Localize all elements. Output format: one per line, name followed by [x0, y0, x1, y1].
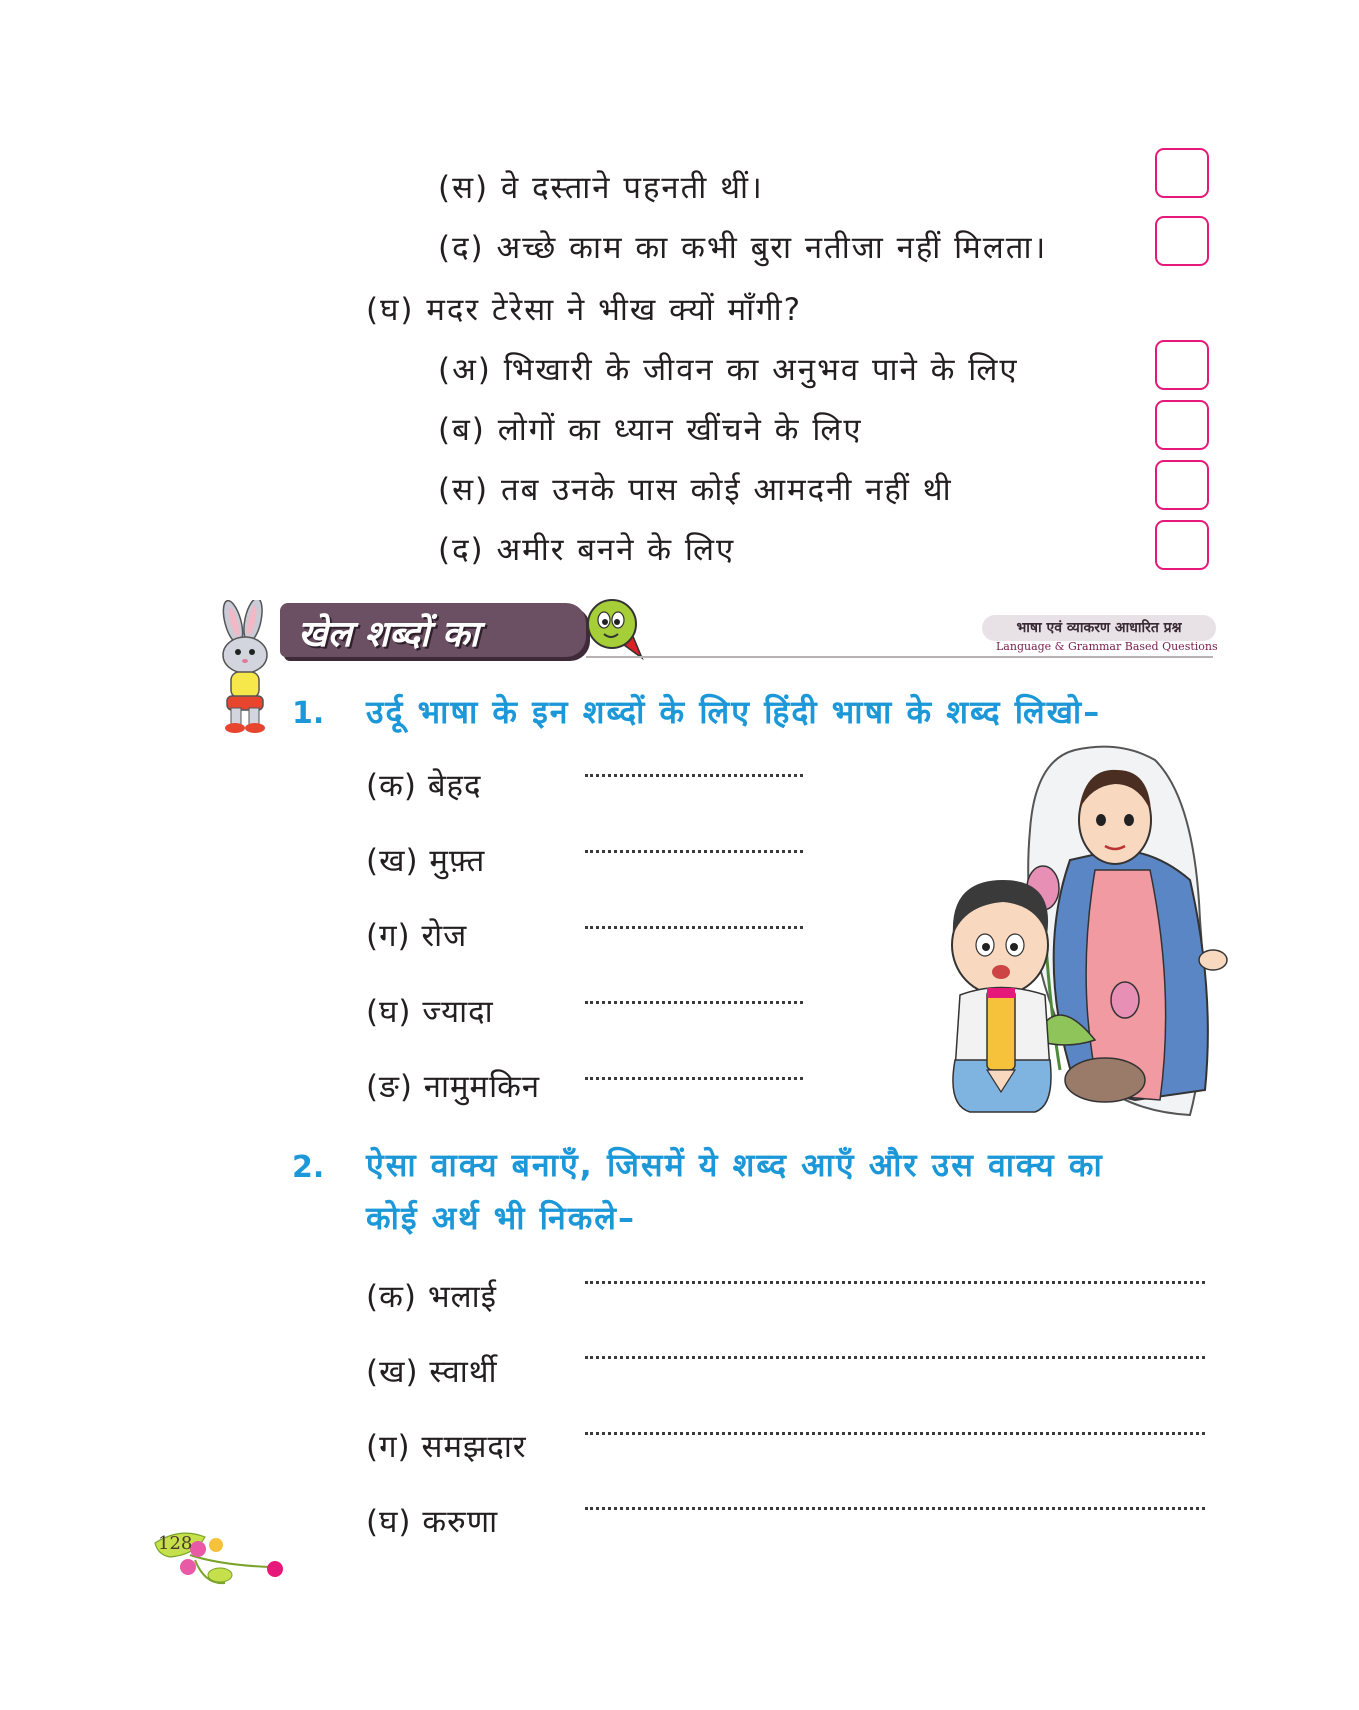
option-a: (अ) भिखारी के जीवन का अनुभव पाने के लिए [438, 352, 1019, 388]
q1-item-ga: (ग) रोज [366, 918, 468, 954]
section-banner [280, 603, 586, 657]
q2-answer-line-gha[interactable] [585, 1507, 1205, 1510]
q1-answer-line-ka[interactable] [585, 774, 803, 777]
q1-answer-line-ga[interactable] [585, 926, 803, 929]
q1-answer-line-kha[interactable] [585, 850, 803, 853]
q1-text: उर्दू भाषा के इन शब्दों के लिए हिंदी भाषा के शब्द लिखो– [366, 693, 1102, 731]
answer-box-a[interactable] [1155, 340, 1209, 390]
q1-answer-line-gha[interactable] [585, 1001, 803, 1004]
q2-answer-line-ka[interactable] [585, 1281, 1205, 1284]
q2-item-ka: (क) भलाई [366, 1279, 497, 1315]
q2-number: 2. [292, 1150, 325, 1185]
q2-item-kha: (ख) स्वार्थी [366, 1354, 498, 1390]
answer-box-s[interactable] [1155, 460, 1209, 510]
q2-answer-line-kha[interactable] [585, 1356, 1205, 1359]
option-d: (द) अमीर बनने के लिए [438, 532, 736, 568]
question-gha: (घ) मदर टेरेसा ने भीख क्यों माँगी? [366, 292, 803, 328]
option-s: (स) तब उनके पास कोई आमदनी नहीं थी [438, 472, 953, 508]
option-da: (द) अच्छे काम का कभी बुरा नतीजा नहीं मिलता। [438, 230, 1048, 266]
option-sa: (स) वे दस्ताने पहनती थीं। [438, 170, 764, 206]
answer-box-sa[interactable] [1155, 148, 1209, 198]
option-b: (ब) लोगों का ध्यान खींचने के लिए [438, 412, 863, 448]
q1-item-ka: (क) बेहद [366, 768, 482, 804]
q2-item-gha: (घ) करुणा [366, 1504, 499, 1540]
section-tag-english: Language & Grammar Based Questions [996, 640, 1218, 653]
q2-item-ga: (ग) समझदार [366, 1429, 527, 1465]
answer-box-b[interactable] [1155, 400, 1209, 450]
page-number: 128 [158, 1533, 193, 1554]
q2-answer-line-ga[interactable] [585, 1432, 1205, 1435]
q1-item-gha: (घ) ज्यादा [366, 994, 494, 1030]
q2-text-line2: कोई अर्थ भी निकले– [366, 1199, 636, 1237]
q2-text-line1: ऐसा वाक्य बनाएँ, जिसमें ये शब्द आएँ और उस वाक्य का [366, 1146, 1104, 1184]
pencil-mascot-icon [580, 592, 650, 662]
q1-item-nga: (ङ) नामुमकिन [366, 1069, 541, 1105]
answer-box-da[interactable] [1155, 216, 1209, 266]
answer-box-d[interactable] [1155, 520, 1209, 570]
section-title: खेल शब्दों का [298, 614, 479, 655]
q1-answer-line-nga[interactable] [585, 1077, 803, 1080]
mother-teresa-and-child-illustration [925, 740, 1240, 1130]
q1-item-kha: (ख) मुफ़्त [366, 843, 486, 879]
q1-number: 1. [292, 696, 325, 731]
section-divider [586, 656, 1213, 658]
rabbit-mascot-icon [205, 600, 290, 735]
section-tag: भाषा एवं व्याकरण आधारित प्रश्न [982, 615, 1216, 641]
